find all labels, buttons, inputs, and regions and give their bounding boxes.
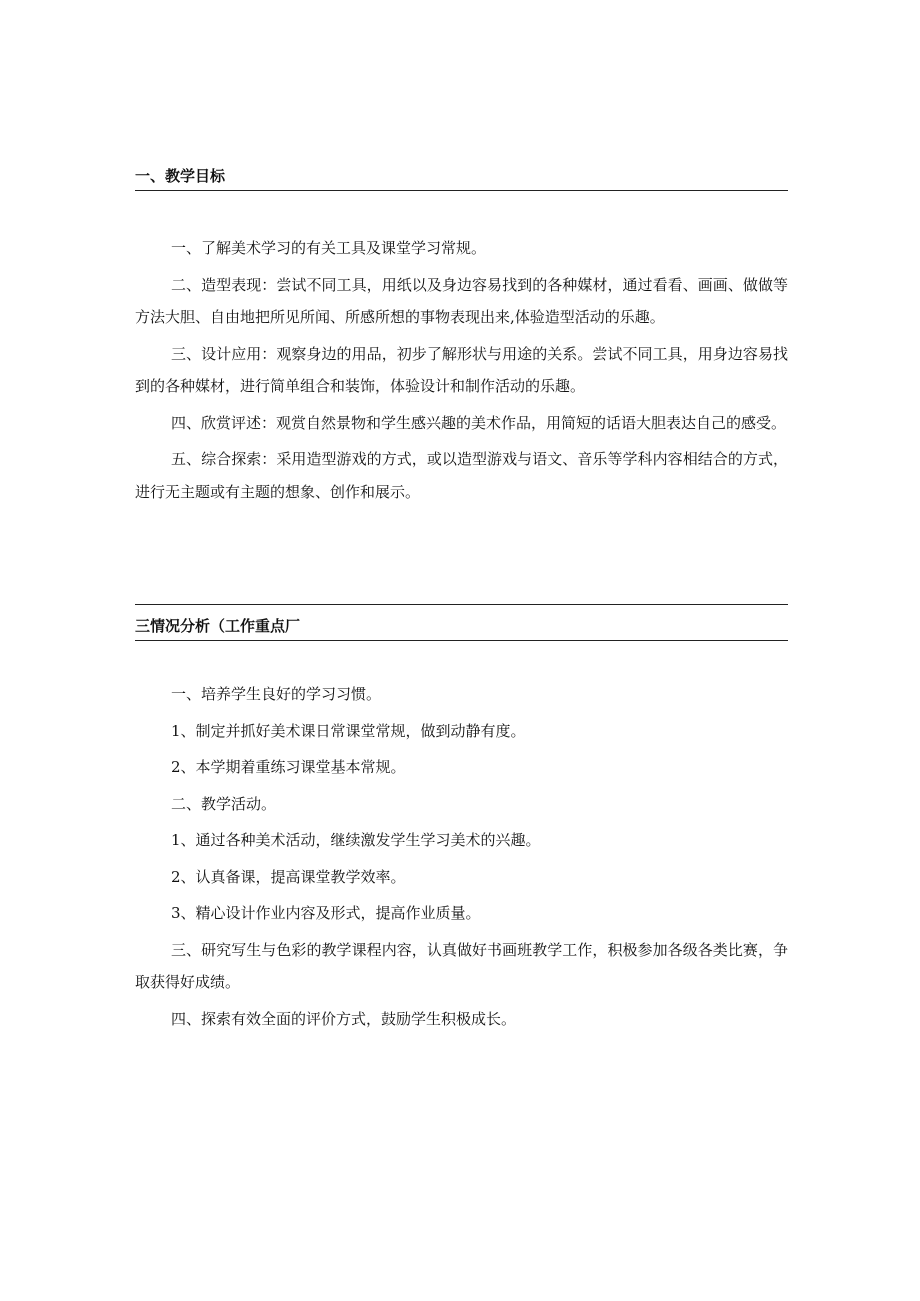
paragraph-item: 3、精心设计作业内容及形式，提高作业质量。 <box>171 904 481 922</box>
paragraph-item: 四、探索有效全面的评价方式，鼓励学生积极成长。 <box>171 1009 517 1028</box>
paragraph-item: 二、教学活动。 <box>171 794 277 813</box>
paragraph-goal-5: 五、综合探索：采用造型游戏的方式，或以造型游戏与语文、音乐等学科内容相结合的方式，进行无主题或有主题的想象、创作和展示。 <box>135 450 788 501</box>
paragraph-item: 1、制定并抓好美术课日常课堂常规，做到动静有度。 <box>171 721 526 740</box>
paragraph-item: 2、认真备课，提高课堂教学效率。 <box>171 867 406 886</box>
section-body-teaching-goals <box>135 232 788 512</box>
paragraph-goal-2: 二、造型表现：尝试不同工具，用纸以及身边容易找到的各种媒材，通过看看、画画、做做等方法大胆、自由地把所见所闻、所感所想的事物表现出来,体验造型活动的乐趣。 <box>135 275 788 326</box>
paragraph-item: 2、本学期着重练习课堂基本常规。 <box>171 758 406 776</box>
section-body-situation-analysis <box>135 678 788 1039</box>
section-divider <box>135 604 788 605</box>
paragraph-goal-3: 三、设计应用：观察身边的用品，初步了解形状与用途的关系。尝试不同工具，用身边容易找到的各种媒材，进行简单组合和装饰，体验设计和制作活动的乐趣。 <box>135 344 788 395</box>
paragraph-item: 1、通过各种美术活动，继续激发学生学习美术的兴趣。 <box>171 831 541 849</box>
paragraph-goal-4: 四、欣赏评述：观赏自然景物和学生感兴趣的美术作品，用简短的话语大胆表达自己的感受。 <box>171 413 787 432</box>
paragraph-goal-1: 一、了解美术学习的有关工具及课堂学习常规。 <box>171 239 487 257</box>
paragraph-item: 一、培养学生良好的学习习惯。 <box>171 685 382 703</box>
section-heading-teaching-goals: 一、教学目标 <box>135 166 788 191</box>
section-heading-situation-analysis: 三情况分析（工作重点厂 <box>135 616 788 641</box>
paragraph-item: 三、研究写生与色彩的教学课程内容，认真做好书画班教学工作，积极参加各级各类比赛，争取获得好成绩。 <box>135 940 788 991</box>
